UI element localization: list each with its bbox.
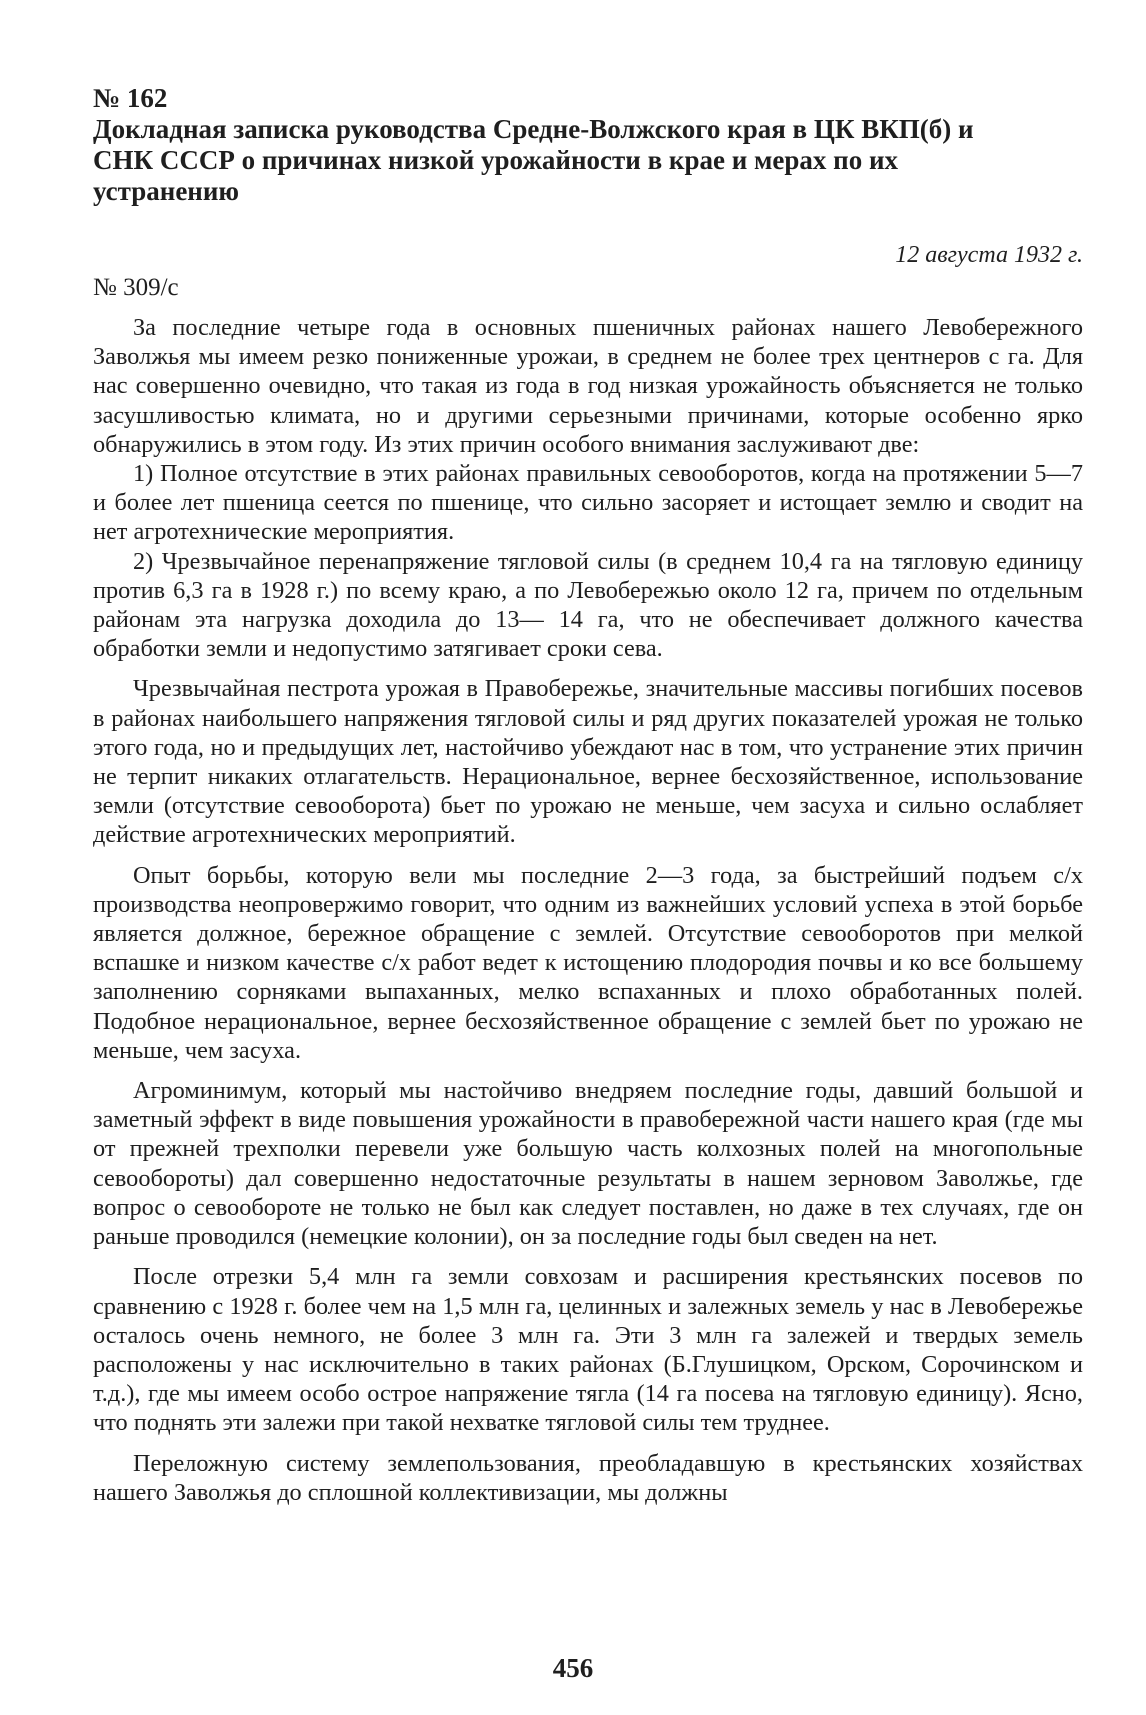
paragraph-6: Агроминимум, который мы настойчиво внедряем последние годы, давший большой и заметный эффект в виде повышения урожайности в правобережной части нашего края (где мы от прежней трехполки перевели уже большую часть колхозных полей на многопольные севообороты) дал совершенно недостаточные результаты в нашем зерновом Заволжье, где вопрос о севообороте не только не был как следует поставлен, но даже в тех случаях, где он раньше проводился (немецкие колонии), он за последние годы был сведен на нет. <box>93 1077 1083 1251</box>
paragraph-5: Опыт борьбы, которую вели мы последние 2—3 года, за быстрейший подъем с/х производства неопровержимо говорит, что одним из важнейших условий успеха в этой борьбе является должное, бережное обращение с землей. Отсутствие севооборотов при мелкой вспашке и низком качестве с/х работ ведет к истощению плодородия почвы и ко все большему заполнению сорняками выпаханных, мелко вспаханных и плохо обработанных полей. Подобное нерациональное, вернее бесхозяйственное обращение с землей бьет по урожаю не меньше, чем засуха. <box>93 861 1083 1064</box>
paragraph-3: 2) Чрезвычайное перенапряжение тягловой силы (в среднем 10,4 га на тягловую единицу против 6,3 га в 1928 г.) по всему краю, а по Левобережью около 12 га, причем по отдельным районам эта нагрузка доходила до 13— 14 га, что не обеспечивает должного качества обработки земли и недопустимо затягивает сроки сева. <box>93 547 1083 663</box>
document-page <box>93 82 1083 1507</box>
document-number: № 162 <box>93 83 168 113</box>
paragraph-8: Переложную систему землепользования, преобладавшую в крестьянских хозяйствах нашего Заволжья до сплошной коллективизации, мы должны <box>93 1449 1083 1506</box>
document-date: 12 августа 1932 г. <box>895 242 1083 268</box>
paragraph-1: За последние четыре года в основных пшеничных районах нашего Левобережного Заволжья мы имеем резко пониженные урожаи, в среднем не более трех центнеров с га. Для нас совершенно очевидно, что такая из года в год низкая урожайность объясняется не только засушливостью климата, но и другими серьезными причинами, которые особенно ярко обнаружились в этом году. Из этих причин особого внимания заслуживают две: <box>93 314 1083 458</box>
document-reference: № 309/с <box>93 274 179 301</box>
paragraph-7: После отрезки 5,4 млн га земли совхозам и расширения крестьянских посевов по сравнению с 1928 г. более чем на 1,5 млн га, целинных и залежных земель у нас в Левобережье осталось очень немного, не более 3 млн га. Эти 3 млн га залежей и твердых земель расположены у нас исключительно в таких районах (Б.Глушицком, Орском, Сорочинском и т.д.), где мы имеем особо острое напряжение тягла (14 га посева на тягловую единицу). Ясно, что поднять эти залежи при такой нехватке тягловой силы тем труднее. <box>93 1263 1083 1437</box>
document-body <box>93 313 1083 1507</box>
page-number: 456 <box>552 1653 594 1683</box>
document-title: Докладная записка руководства Средне-Волжского края в ЦК ВКП(б) и СНК СССР о причинах низкой урожайности в крае и мерах по их устранению <box>93 114 974 206</box>
paragraph-2: 1) Полное отсутствие в этих районах правильных севооборотов, когда на протяжении 5—7 и более лет пшеница сеется по пшенице, что сильно засоряет и истощает землю и сводит на нет агротехнические мероприятия. <box>93 460 1083 546</box>
paragraph-4: Чрезвычайная пестрота урожая в Правобережье, значительные массивы погибших посевов в районах наибольшего напряжения тягловой силы и ряд других показателей урожая не только этого года, но и предыдущих лет, настойчиво убеждают нас в том, что устранение этих причин не терпит никаких отлагательств. Нерациональное, вернее бесхозяйственное, использование земли (отсутствие севооборота) бьет по урожаю не меньше, чем засуха и сильно ослабляет действие агротехнических мероприятий. <box>93 675 1083 849</box>
